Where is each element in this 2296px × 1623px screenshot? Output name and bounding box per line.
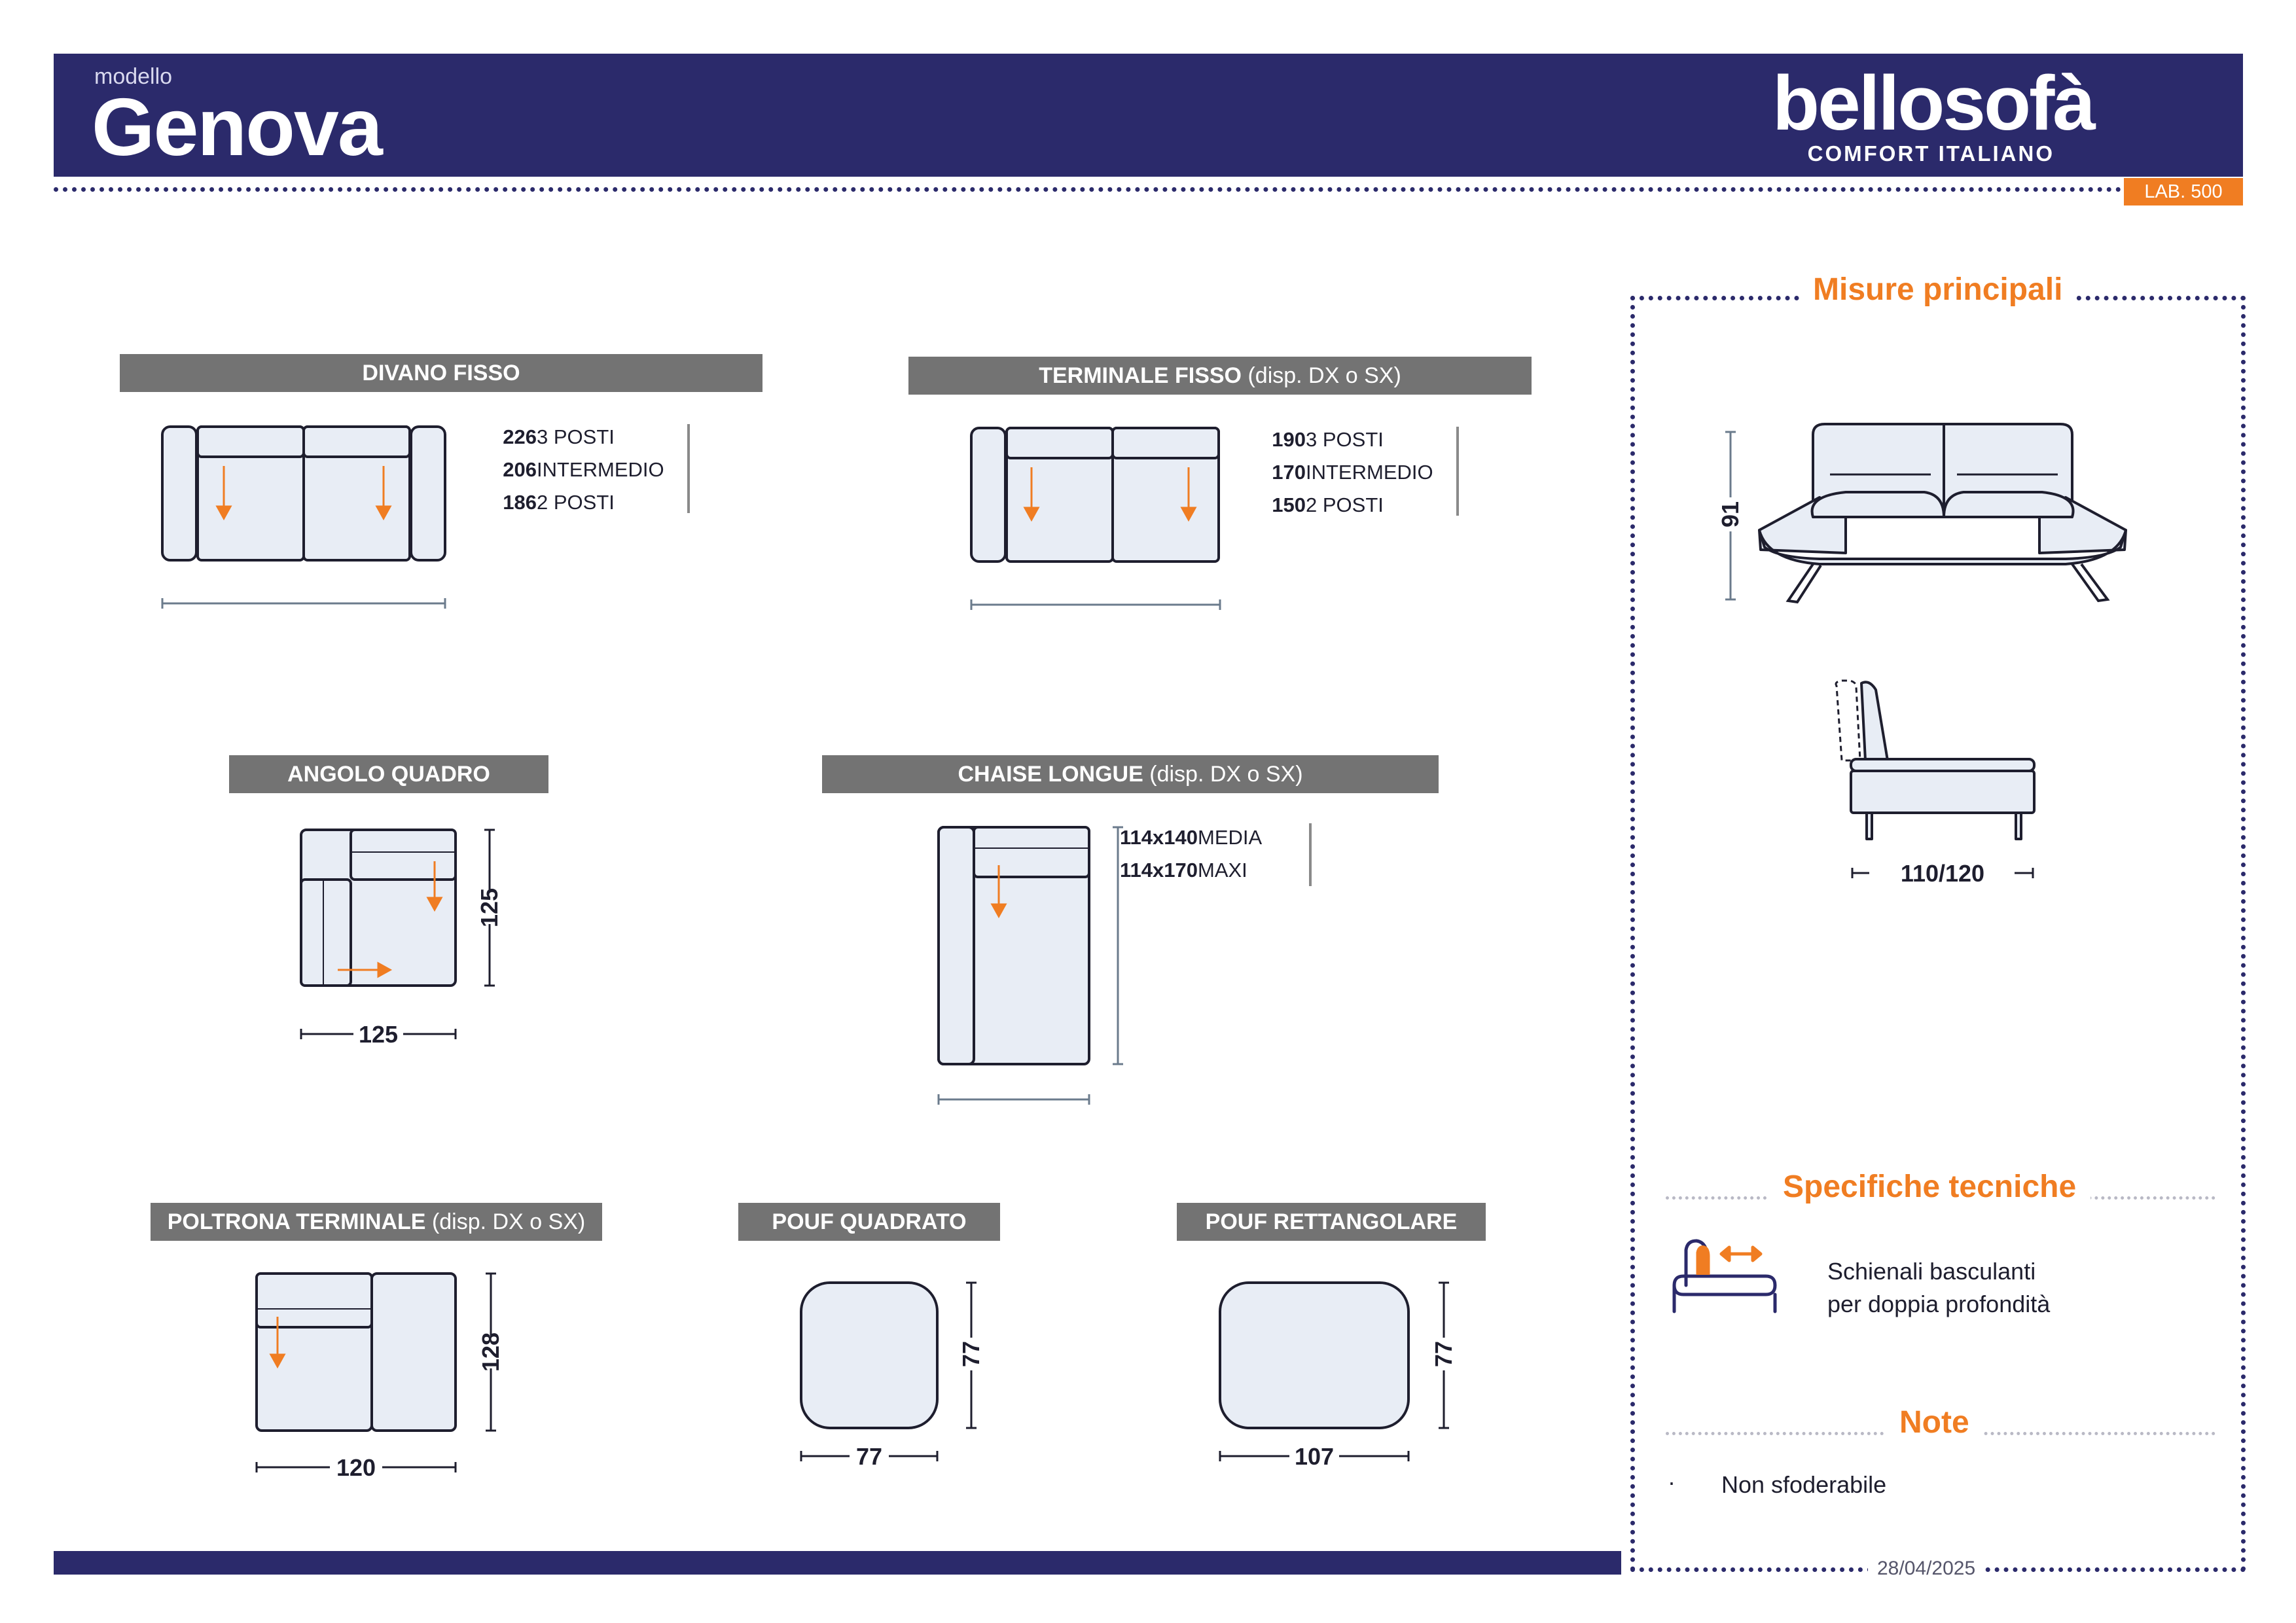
poltrona-terminale-drawing xyxy=(249,1263,511,1505)
depth-label: 110/120 xyxy=(1900,860,1985,887)
divano-fisso-drawing xyxy=(157,419,458,622)
section-title-note: (disp. DX o SX) xyxy=(431,1209,586,1234)
sofa-front-view xyxy=(1715,419,2147,609)
model-name: Genova xyxy=(92,82,382,173)
size-separator xyxy=(687,424,690,513)
divano-fisso-sizes: 3 POSTI 226 INTERMEDIO 206 2 POSTI 186 xyxy=(503,425,664,514)
brand-logo: bellosofà xyxy=(1772,60,2094,147)
section-title-divano-fisso xyxy=(120,354,762,392)
model-kicker: modello xyxy=(94,64,173,89)
spec-line-1: Schienali basculanti xyxy=(1827,1258,2036,1285)
angolo-quadro-drawing xyxy=(288,818,511,1060)
size-separator xyxy=(1309,823,1312,886)
section-title-text: CHAISE LONGUE xyxy=(958,762,1143,787)
section-title-terminale-fisso xyxy=(908,357,1532,395)
header-divider xyxy=(54,187,2122,192)
pouf-rettangolare-depth-label: 77 xyxy=(1430,1340,1457,1368)
sofa-side-view xyxy=(1826,674,2062,890)
chaise-longue-drawing xyxy=(929,818,1139,1106)
angolo-quadro-depth-label: 125 xyxy=(476,887,503,928)
lab-badge: LAB. 500 xyxy=(2124,178,2243,205)
spec-line-2: per doppia profondità xyxy=(1827,1291,2051,1317)
section-title-text: POLTRONA TERMINALE xyxy=(167,1209,426,1234)
section-title-text: ANGOLO QUADRO xyxy=(287,762,490,787)
pouf-rettangolare-drawing xyxy=(1211,1270,1473,1486)
section-title-text: POUF RETTANGOLARE xyxy=(1205,1209,1458,1234)
section-title-text: TERMINALE FISSO xyxy=(1039,363,1242,388)
section-title-text: POUF QUADRATO xyxy=(772,1209,967,1234)
section-title-chaise-longue xyxy=(822,755,1439,793)
pouf-rettangolare-width-label: 107 xyxy=(1294,1443,1335,1470)
section-title-text: DIVANO FISSO xyxy=(362,361,520,385)
poltrona-terminale-width-label: 120 xyxy=(336,1454,376,1481)
footer-band xyxy=(54,1551,1621,1575)
section-title-pouf-rettangolare xyxy=(1177,1203,1486,1241)
brand-tagline: COMFORT ITALIANO xyxy=(1807,141,2054,166)
note-title: Note xyxy=(1885,1404,1984,1440)
reclining-back-icon xyxy=(1668,1230,1785,1322)
header-band xyxy=(54,54,2243,177)
misure-principali-title: Misure principali xyxy=(1803,272,2073,308)
note-bullet: · xyxy=(1668,1469,1676,1495)
size-separator xyxy=(1456,427,1459,516)
specifiche-tecniche-title: Specifiche tecniche xyxy=(1768,1169,2090,1205)
pouf-quadrato-width-label: 77 xyxy=(855,1443,883,1470)
spec-text xyxy=(1827,1255,2050,1321)
poltrona-terminale-depth-label: 128 xyxy=(477,1332,504,1372)
pouf-quadrato-depth-label: 77 xyxy=(958,1340,984,1368)
pouf-quadrato-drawing xyxy=(792,1270,988,1486)
section-title-pouf-quadrato xyxy=(738,1203,1000,1241)
section-title-note: (disp. DX o SX) xyxy=(1149,762,1303,787)
chaise-longue-sizes: MEDIA 114x140 MAXI 114x170 xyxy=(1120,826,1263,882)
angolo-quadro-width-label: 125 xyxy=(358,1021,399,1048)
section-title-angolo-quadro xyxy=(229,755,548,793)
section-title-note: (disp. DX o SX) xyxy=(1247,363,1401,388)
height-label: 91 xyxy=(1717,501,1744,528)
terminale-fisso-drawing xyxy=(966,420,1228,623)
document-date: 28/04/2025 xyxy=(1868,1558,1984,1580)
note-text: Non sfoderabile xyxy=(1721,1471,1887,1498)
terminale-fisso-sizes: 3 POSTI 190 INTERMEDIO 170 2 POSTI 150 xyxy=(1272,428,1433,516)
section-title-poltrona-terminale xyxy=(151,1203,602,1241)
